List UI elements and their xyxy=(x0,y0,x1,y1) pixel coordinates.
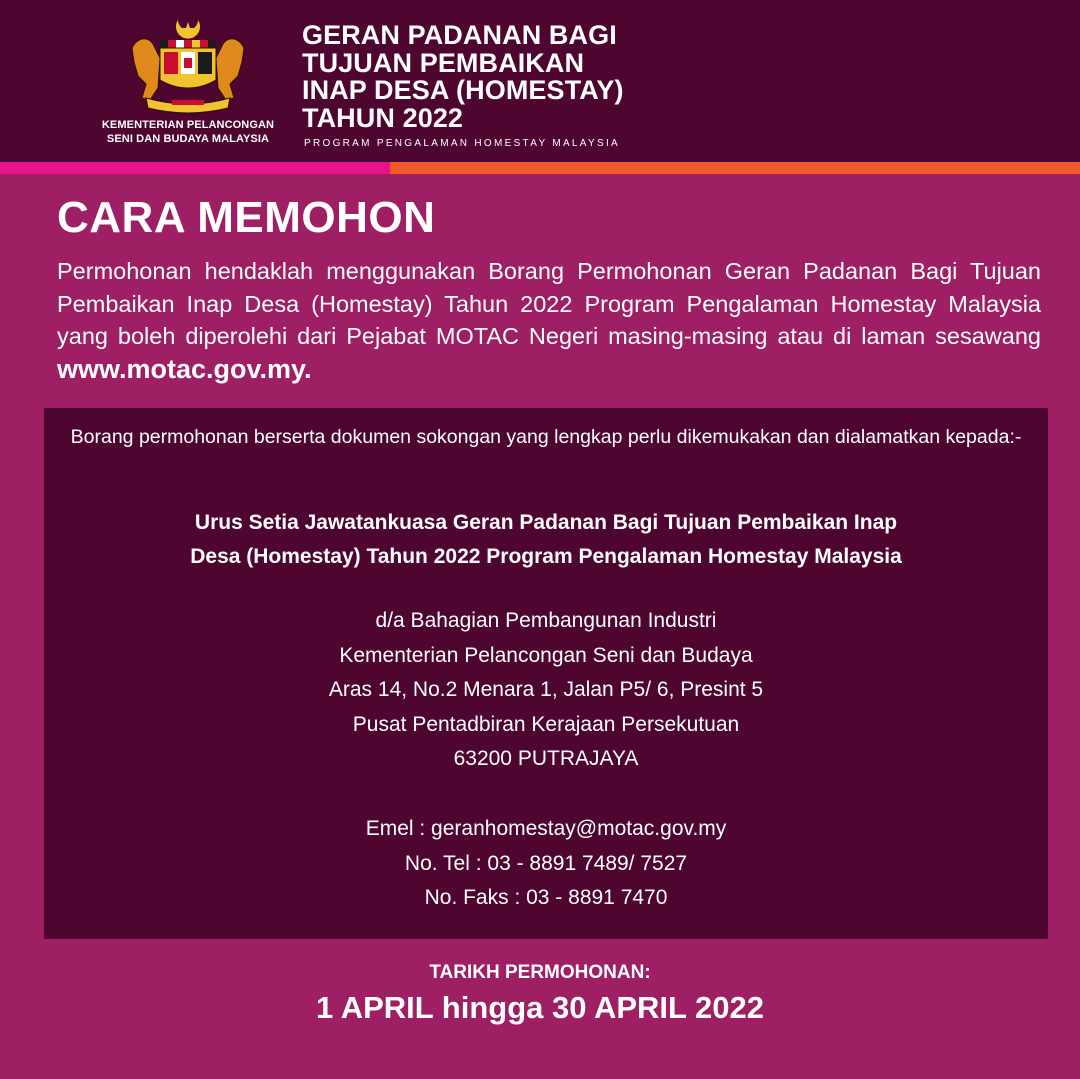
postal-address xyxy=(64,604,1028,777)
instructions-paragraph xyxy=(57,255,1041,387)
program-name: PROGRAM PENGALAMAN HOMESTAY MALAYSIA xyxy=(304,138,620,149)
malaysia-coat-of-arms-icon xyxy=(124,18,252,118)
contact-details xyxy=(64,812,1028,916)
ministry-name xyxy=(88,118,288,146)
grant-title-line-2: TUJUAN PEMBAIKAN xyxy=(302,47,585,78)
submission-intro: Borang permohonan berserta dokumen sokongan yang lengkap perlu dikemukakan dan dialamatkan kepada:- xyxy=(70,426,1022,448)
address-line: Pusat Pentadbiran Kerajaan Persekutuan xyxy=(352,712,740,736)
accent-bar-orange xyxy=(390,162,1080,174)
address-line: 63200 PUTRAJAYA xyxy=(453,747,639,771)
phone-contact: No. Tel : 03 - 8891 7489/ 7527 xyxy=(404,851,688,875)
address-line: Kementerian Pelancongan Seni dan Budaya xyxy=(339,643,753,667)
secretariat-line-1: Urus Setia Jawatankuasa Geran Padanan Bagi Tujuan Pembaikan Inap xyxy=(194,511,898,534)
address-line: d/a Bahagian Pembangunan Industri xyxy=(375,609,717,632)
section-title: CARA MEMOHON xyxy=(57,193,436,242)
instructions-text: Permohonan hendaklah menggunakan Borang Permohonan Geran Padanan Bagi Tujuan Pembaikan Inap Desa (Homestay) Tahun 2022 Program Pengalaman Homestay Malaysia yang boleh diperolehi dari Pejabat MOTAC Negeri masing-masing atau di laman sesawang xyxy=(57,258,1041,350)
address-line: Aras 14, No.2 Menara 1, Jalan P5/ 6, Presint 5 xyxy=(328,678,764,702)
header-bar xyxy=(0,0,1080,162)
address-panel xyxy=(44,408,1048,939)
email-contact[interactable]: Emel : geranhomestay@motac.gov.my xyxy=(365,817,727,840)
secretariat-name xyxy=(64,506,1028,574)
grant-title-line-4: TAHUN 2022 xyxy=(302,102,464,133)
secretariat-line-2: Desa (Homestay) Tahun 2022 Program Pengalaman Homestay Malaysia xyxy=(190,545,902,568)
grant-title xyxy=(302,22,722,132)
application-date-label: TARIKH PERMOHONAN: xyxy=(429,962,651,983)
ministry-line-2: SENI DAN BUDAYA MALAYSIA xyxy=(106,133,270,145)
accent-bar-pink xyxy=(0,162,390,174)
website-link[interactable]: www.motac.gov.my. xyxy=(57,354,312,385)
ministry-line-1: KEMENTERIAN PELANCONGAN xyxy=(101,119,275,131)
grant-title-line-1: GERAN PADANAN BAGI xyxy=(302,20,617,50)
application-date-range: 1 APRIL hingga 30 APRIL 2022 xyxy=(316,990,764,1025)
grant-title-line-3: INAP DESA (HOMESTAY) xyxy=(302,75,624,105)
fax-contact: No. Faks : 03 - 8891 7470 xyxy=(424,886,668,910)
